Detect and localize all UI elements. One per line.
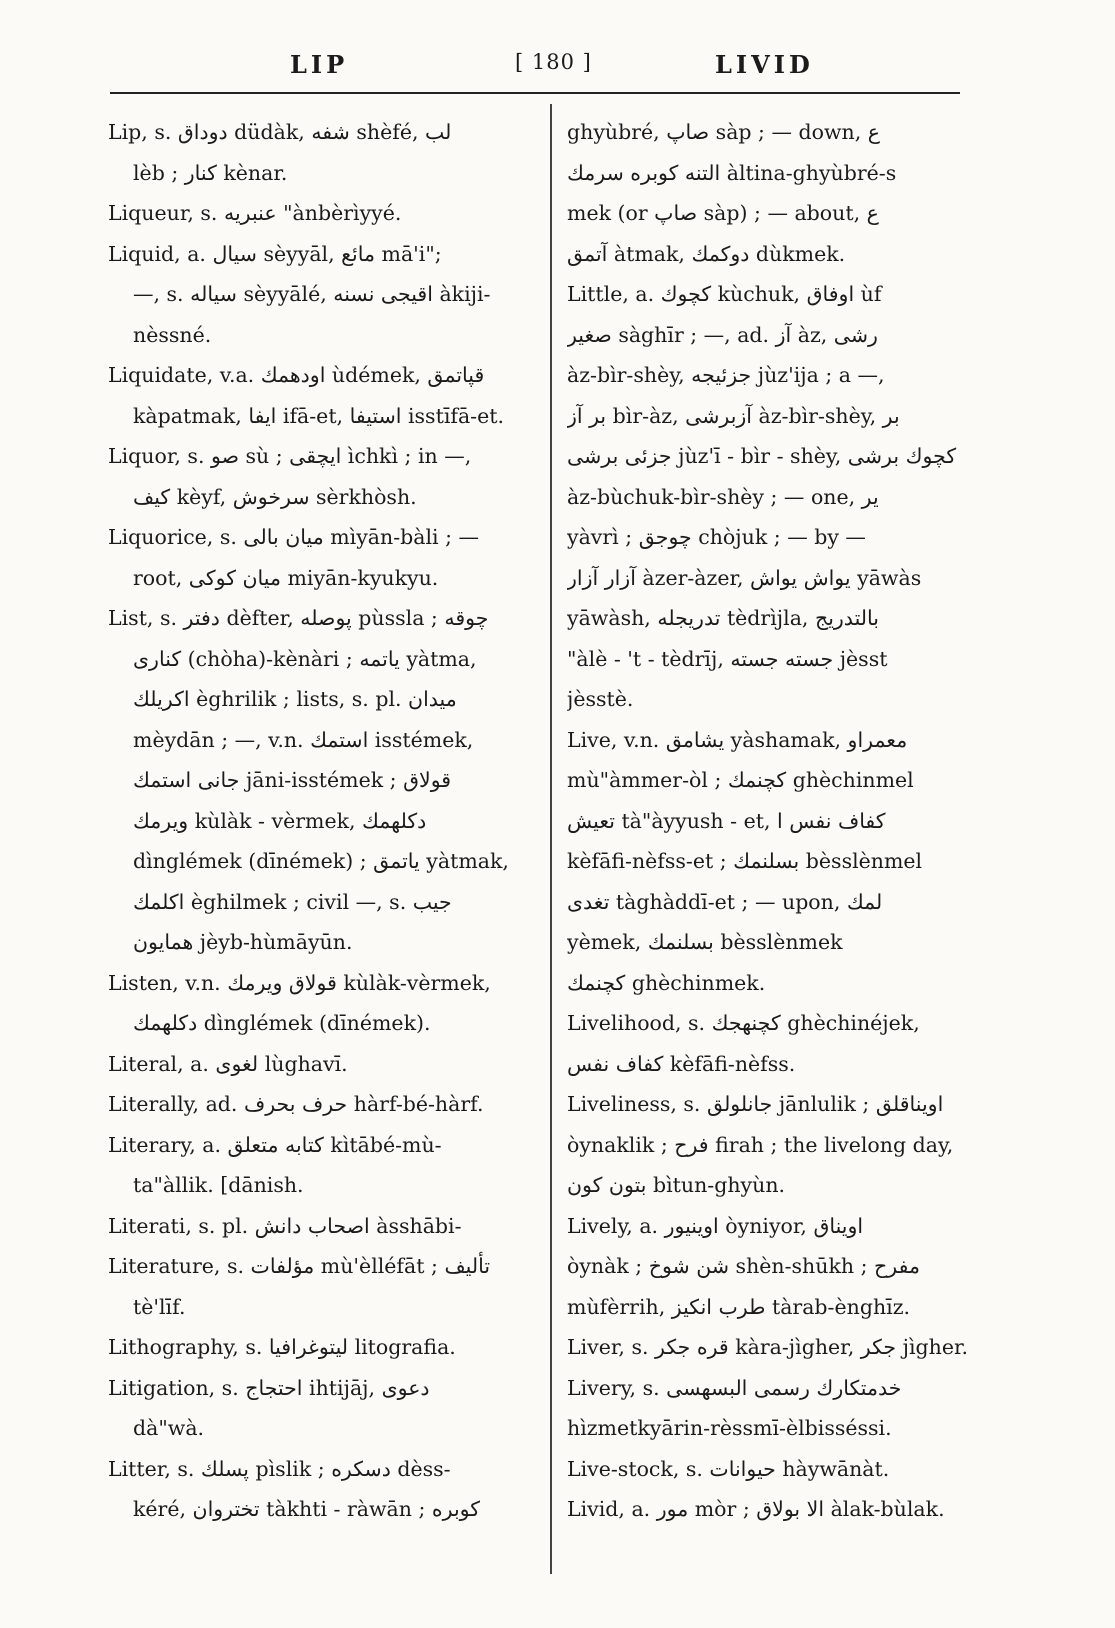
dictionary-line: [108, 679, 528, 720]
dictionary-line-text: nèssné.: [133, 322, 212, 347]
dictionary-line: [567, 1408, 975, 1449]
dictionary-line: [567, 963, 975, 1004]
dictionary-line: [567, 436, 975, 477]
dictionary-line: [108, 1044, 528, 1085]
dictionary-line-text: Literary, a. كتابه متعلق kìtābé-mù-: [108, 1132, 442, 1157]
dictionary-line-text: List, s. دفتر dèfter, پوصله pùssla ; چوقه: [108, 606, 489, 630]
dictionary-line: [567, 1449, 975, 1490]
dictionary-line-text: صغير sàghīr ; —, ad. آز àz, رشى: [567, 322, 878, 347]
dictionary-line-text: Lip, s. دوداق düdàk, شفه shèfé, لب: [108, 120, 452, 144]
dictionary-line-text: Literal, a. لغوى lùghavī.: [108, 1051, 348, 1076]
dictionary-line: [567, 1327, 975, 1368]
dictionary-line: [567, 396, 975, 437]
dictionary-line: [108, 1246, 528, 1287]
dictionary-line-text: Livery, s. خدمتكارك رسمى البسهسى: [567, 1375, 902, 1400]
dictionary-line: [567, 112, 975, 153]
dictionary-line-text: Lithography, s. ليتوغرافيا litografia.: [108, 1335, 456, 1359]
page-header: [110, 50, 960, 84]
dictionary-line: [567, 801, 975, 842]
dictionary-line-text: كنارى (chòha)-kènàri ; ياتمه yàtma,: [133, 646, 477, 671]
dictionary-line: [108, 1287, 528, 1328]
dictionary-line: [108, 1368, 528, 1409]
dictionary-line-text: òynaklik ; فرح firah ; the livelong day,: [567, 1132, 954, 1157]
dictionary-line: [567, 1084, 975, 1125]
right-column: [567, 112, 975, 1530]
dictionary-line-text: kèfāfi-nèfss-et ; بسلنمك bèsslènmel: [567, 849, 923, 873]
dictionary-line: [108, 801, 528, 842]
dictionary-line: [108, 882, 528, 923]
dictionary-line: [108, 355, 528, 396]
dictionary-line-text: Literati, s. pl. اصحاب دانش àsshābi-: [108, 1213, 462, 1238]
dictionary-line-text: "àlè - 't - tèdrīj, جسته جسته jèsst: [567, 646, 888, 671]
dictionary-line: [108, 1165, 528, 1206]
dictionary-line: [108, 1206, 528, 1247]
dictionary-line-text: ta"àllik. [dānish.: [133, 1173, 304, 1197]
dictionary-line: [567, 1368, 975, 1409]
dictionary-line: [108, 639, 528, 680]
dictionary-line: [567, 315, 975, 356]
dictionary-line: [567, 1165, 975, 1206]
dictionary-line: [108, 760, 528, 801]
dictionary-line: [567, 760, 975, 801]
dictionary-line: [567, 841, 975, 882]
dictionary-line-text: تعيش tà"àyyush - et, كفاف نفس ا: [567, 808, 886, 833]
dictionary-line-text: hìzmetkyārin-rèssmī-èlbisséssi.: [567, 1416, 892, 1440]
dictionary-line: [108, 234, 528, 275]
dictionary-line-text: mù"àmmer-òl ; كچنمك ghèchinmel: [567, 768, 914, 792]
dictionary-line: [567, 1044, 975, 1085]
dictionary-line-text: Liver, s. قره جكر kàra-jìgher, جكر jìgher.: [567, 1335, 969, 1359]
dictionary-line: [108, 720, 528, 761]
dictionary-line-text: kàpatmak, ايفا ifā-et, استيفا isstīfā-et.: [133, 403, 504, 428]
dictionary-line-text: كفاف نفس kèfāfi-nèfss.: [567, 1051, 796, 1076]
dictionary-line-text: kéré, تختروان tàkhti - ràwān ; كوبره: [133, 1497, 481, 1521]
dictionary-line: [567, 639, 975, 680]
dictionary-line: [567, 153, 975, 194]
dictionary-line-text: بر آز bìr-àz, آزبرشى àz-bìr-shèy, بر: [567, 403, 900, 428]
dictionary-line-text: yèmek, بسلنمك bèsslènmek: [567, 930, 843, 954]
dictionary-line: [108, 1489, 528, 1530]
dictionary-line-text: تغدى tàghàddī-et ; — upon, لمك: [567, 889, 883, 914]
dictionary-line-text: كيف kèyf, سرخوش sèrkhòsh.: [133, 484, 417, 509]
dictionary-line: [108, 396, 528, 437]
header-rule: [110, 92, 960, 94]
dictionary-line-text: Livelihood, s. كچنهجك ghèchinéjek,: [567, 1011, 920, 1035]
dictionary-line: [108, 274, 528, 315]
dictionary-line: [567, 517, 975, 558]
dictionary-line: [108, 922, 528, 963]
dictionary-line: [108, 1327, 528, 1368]
dictionary-line: [108, 436, 528, 477]
dictionary-line: [108, 1449, 528, 1490]
dictionary-line: [567, 234, 975, 275]
dictionary-line: [567, 355, 975, 396]
dictionary-line: [567, 1125, 975, 1166]
dictionary-line-text: yàvrì ; چوجق chòjuk ; — by —: [567, 525, 866, 549]
dictionary-line: [108, 112, 528, 153]
dictionary-line-text: اكريلك èghrilik ; lists, s. pl. ميدان: [133, 687, 457, 711]
dictionary-line: [108, 193, 528, 234]
dictionary-line-text: jèsstè.: [567, 687, 634, 711]
dictionary-line-text: Liquid, a. سيال sèyyāl, مائع mā'i";: [108, 241, 442, 266]
dictionary-line-text: root, ميان كوكى miyān-kyukyu.: [133, 565, 439, 590]
dictionary-line: [567, 1489, 975, 1530]
dictionary-line: [108, 517, 528, 558]
dictionary-line-text: Liveliness, s. جانلولق jānlulik ; اويناقلق: [567, 1092, 944, 1116]
dictionary-line-text: آتمق àtmak, دوكمك dùkmek.: [567, 241, 846, 266]
dictionary-line-text: Liqueur, s. عنبريه "ànbèrìyyé.: [108, 201, 402, 225]
dictionary-line-text: Litter, s. پسلك pìslik ; دسكره dèss-: [108, 1456, 451, 1481]
dictionary-line-text: àz-bùchuk-bìr-shèy ; — one, ير: [567, 484, 879, 509]
dictionary-line-text: mek (or صاپ sàp) ; — about, ع: [567, 201, 879, 225]
dictionary-line-text: lèb ; كنار kènar.: [133, 160, 288, 185]
dictionary-line: [567, 558, 975, 599]
dictionary-line-text: Listen, v.n. قولاق ويرمك kùlàk-vèrmek,: [108, 970, 491, 995]
dictionary-line: [567, 477, 975, 518]
dictionary-line: [108, 1125, 528, 1166]
dictionary-line-text: Litigation, s. احتجاج ihtijāj, دعوى: [108, 1375, 430, 1400]
dictionary-line-text: بتون كون bìtun-ghyùn.: [567, 1173, 786, 1197]
dictionary-line-text: àz-bìr-shèy, جزئيجه jùz'ija ; a —,: [567, 363, 885, 387]
dictionary-line-text: —, s. سياله sèyyālé, اقيجى نسنه àkiji-: [133, 282, 491, 306]
dictionary-line-text: Liquidate, v.a. اودهمك ùdémek, قپاتمق: [108, 363, 485, 387]
dictionary-line: [108, 153, 528, 194]
dictionary-line: [108, 1003, 528, 1044]
dictionary-line-text: Liquorice, s. ميان بالى mìyān-bàli ; —: [108, 525, 480, 549]
dictionary-line: [108, 477, 528, 518]
dictionary-line: [567, 1003, 975, 1044]
dictionary-line-text: آزار آزار àzer-àzer, يواش يواش yāwàs: [567, 565, 922, 590]
dictionary-line-text: mèydān ; —, v.n. استمك isstémek,: [133, 727, 474, 752]
dictionary-line: [567, 679, 975, 720]
dictionary-line-text: Live-stock, s. حيوانات hàywānàt.: [567, 1456, 890, 1481]
dictionary-line-text: dìnglémek (dīnémek) ; ياتمق yàtmak,: [133, 849, 509, 873]
dictionary-line-text: tè'līf.: [133, 1294, 186, 1319]
dictionary-line-text: اكلمك èghilmek ; civil —, s. جيب: [133, 889, 452, 914]
running-head-right: LIVID: [715, 50, 814, 79]
dictionary-line-text: جانى استمك jāni-isstémek ; قولاق: [133, 768, 452, 792]
column-divider: [550, 104, 552, 1574]
dictionary-line-text: òynàk ; شن شوخ shèn-shūkh ; مفرح: [567, 1254, 920, 1278]
dictionary-line-text: ويرمك kùlàk - vèrmek, دكلهمك: [133, 808, 427, 833]
dictionary-line: [108, 315, 528, 356]
dictionary-line: [567, 274, 975, 315]
dictionary-line: [108, 1408, 528, 1449]
dictionary-line: [567, 720, 975, 761]
dictionary-line-text: ghyùbré, صاپ sàp ; — down, ع: [567, 120, 880, 144]
dictionary-line-text: Live, v.n. يشامق yàshamak, معمراو: [567, 727, 908, 752]
dictionary-line: [108, 1084, 528, 1125]
dictionary-line-text: dà"wà.: [133, 1416, 205, 1440]
dictionary-line-text: كچنمك ghèchinmek.: [567, 970, 766, 995]
dictionary-line: [567, 598, 975, 639]
dictionary-line-text: Little, a. كچوك kùchuk, اوفاق ùf: [567, 282, 882, 306]
dictionary-line: [108, 558, 528, 599]
dictionary-line: [567, 193, 975, 234]
dictionary-line-text: Livid, a. مور mòr ; الا بولاق àlak-bùlak.: [567, 1497, 945, 1521]
dictionary-line: [567, 922, 975, 963]
dictionary-line-text: همايون jèyb-hùmāyūn.: [133, 930, 353, 954]
dictionary-line: [567, 882, 975, 923]
dictionary-line-text: جزئى برشى jùz'ī - bìr - shèy, كچوك برشى: [567, 444, 957, 468]
dictionary-line-text: mùfèrrih, طرب انكيز tàrab-ènghīz.: [567, 1294, 911, 1319]
dictionary-line: [567, 1287, 975, 1328]
dictionary-line-text: التنه كوبره سرمك àltina-ghyùbré-s: [567, 160, 897, 185]
left-column: [108, 112, 528, 1530]
dictionary-line: [108, 598, 528, 639]
dictionary-line-text: yāwàsh, تدريجله tèdrìjla, بالتدريج: [567, 606, 879, 630]
dictionary-line-text: Lively, a. اوينيور òyniyor, اويناق: [567, 1213, 864, 1238]
dictionary-line: [108, 963, 528, 1004]
running-head-left: LIP: [290, 50, 349, 79]
dictionary-line: [567, 1206, 975, 1247]
dictionary-line: [567, 1246, 975, 1287]
dictionary-line-text: Literally, ad. حرف بحرف hàrf-bé-hàrf.: [108, 1092, 484, 1116]
dictionary-line-text: Liquor, s. صو sù ; ايچقى ìchkì ; in —,: [108, 444, 472, 468]
dictionary-line-text: دكلهمك dìnglémek (dīnémek).: [133, 1011, 431, 1035]
page-number: [ 180 ]: [515, 50, 592, 74]
dictionary-line: [108, 841, 528, 882]
dictionary-line-text: Literature, s. مؤلفات mù'èlléfāt ; تأليف: [108, 1254, 491, 1278]
